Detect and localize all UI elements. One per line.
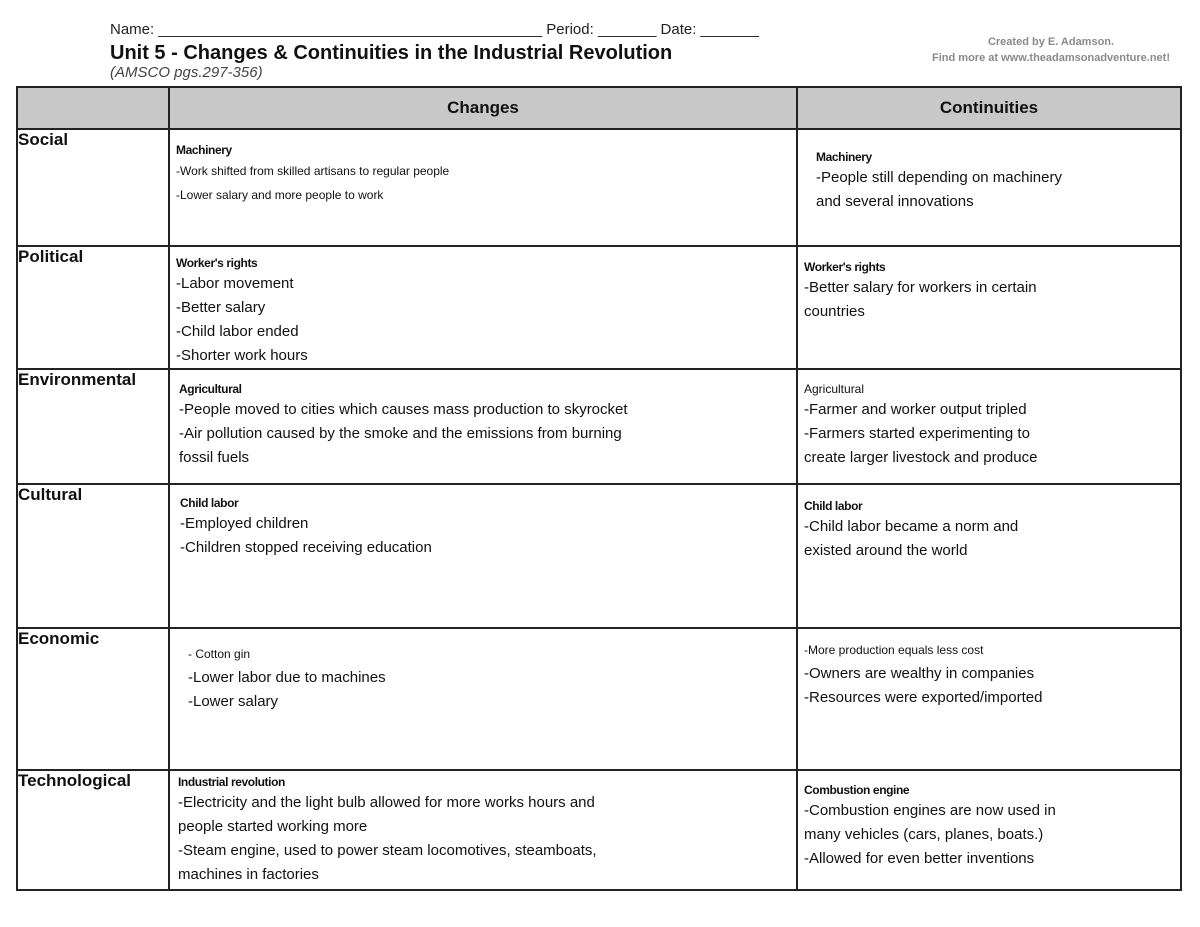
cell-heading: Child labor xyxy=(180,496,239,510)
cell-line: -More production equals less cost xyxy=(804,643,984,657)
changes-cell xyxy=(169,369,797,484)
cell-line: -Owners are wealthy in companies xyxy=(804,665,1035,682)
continuities-cell xyxy=(797,129,1181,246)
textbook-pages: (AMSCO pgs.297-356) xyxy=(110,64,263,81)
cell-heading: Agricultural xyxy=(804,382,865,396)
cell-line: -People still depending on machinery xyxy=(816,169,1062,186)
continuities-cell xyxy=(797,246,1181,369)
cell-heading: Machinery xyxy=(816,150,872,164)
cell-heading: Worker's rights xyxy=(804,260,886,274)
credit-website: Find more at www.theadamsonadventure.net! xyxy=(932,52,1170,64)
cell-heading: Machinery xyxy=(176,143,232,157)
category-label: Economic xyxy=(17,628,169,770)
creator-credit xyxy=(932,34,1170,66)
cell-line: -Children stopped receiving education xyxy=(180,539,432,556)
continuities-cell xyxy=(797,484,1181,628)
cell-line: - Cotton gin xyxy=(188,647,251,661)
cell-heading: Child labor xyxy=(804,499,863,513)
changes-continuities-table xyxy=(16,86,1182,891)
cell-line: -People moved to cities which causes mass production to skyrocket xyxy=(179,401,628,418)
continuities-cell xyxy=(797,628,1181,770)
cell-heading: Combustion engine xyxy=(804,783,910,797)
cell-line: -Resources were exported/imported xyxy=(804,689,1043,706)
cell-line: fossil fuels xyxy=(179,449,250,466)
table-row-political xyxy=(17,246,1181,369)
category-label: Social xyxy=(17,129,169,246)
changes-cell xyxy=(169,628,797,770)
cell-line: many vehicles (cars, planes, boats.) xyxy=(804,826,1044,843)
changes-cell xyxy=(169,129,797,246)
cell-line: -Combustion engines are now used in xyxy=(804,802,1056,819)
cell-line: countries xyxy=(804,303,865,320)
continuities-header: Continuities xyxy=(797,87,1181,129)
cell-line: -Farmer and worker output tripled xyxy=(804,401,1027,418)
table-row-economic xyxy=(17,628,1181,770)
cell-heading: Worker's rights xyxy=(176,256,258,270)
cell-heading: Industrial revolution xyxy=(178,775,285,789)
cell-line: -Lower salary xyxy=(188,693,279,710)
table-row-environmental xyxy=(17,369,1181,484)
cell-line: -Farmers started experimenting to xyxy=(804,425,1030,442)
category-label: Cultural xyxy=(17,484,169,628)
table-header-row xyxy=(17,87,1181,129)
cell-line: -Employed children xyxy=(180,515,309,532)
cell-line: -Shorter work hours xyxy=(176,347,308,364)
cell-line: -Steam engine, used to power steam locomotives, steamboats, xyxy=(178,842,597,859)
continuities-cell xyxy=(797,770,1181,890)
cell-line: -Better salary xyxy=(176,299,266,316)
credit-author: Created by E. Adamson. xyxy=(987,36,1115,48)
cell-line: -Labor movement xyxy=(176,275,294,292)
cell-line: -Air pollution caused by the smoke and the emissions from burning xyxy=(179,425,622,442)
cell-line: create larger livestock and produce xyxy=(804,449,1038,466)
table-row-cultural xyxy=(17,484,1181,628)
cell-line: -Lower salary and more people to work xyxy=(176,188,384,202)
cell-line: existed around the world xyxy=(804,542,968,559)
category-label: Environmental xyxy=(17,369,169,484)
cell-line: and several innovations xyxy=(816,193,974,210)
changes-cell xyxy=(169,484,797,628)
corner-header xyxy=(17,87,169,129)
table-row-social xyxy=(17,129,1181,246)
cell-line: -Electricity and the light bulb allowed for more works hours and xyxy=(178,794,595,811)
cell-line: -Allowed for even better inventions xyxy=(804,850,1035,867)
worksheet-header xyxy=(110,20,870,81)
continuities-cell xyxy=(797,369,1181,484)
cell-line: -Child labor became a norm and xyxy=(804,518,1019,535)
worksheet-title: Unit 5 - Changes & Continuities in the Industrial Revolution xyxy=(110,42,673,64)
changes-header: Changes xyxy=(169,87,797,129)
changes-cell xyxy=(169,770,797,890)
cell-line: -Lower labor due to machines xyxy=(188,669,386,686)
cell-line: -Child labor ended xyxy=(176,323,299,340)
cell-line: machines in factories xyxy=(178,866,319,883)
name-period-date-line: Name: ______________________________________________ Period: _______ Date: _______ xyxy=(110,21,759,38)
cell-heading: Agricultural xyxy=(179,382,242,396)
category-label: Technological xyxy=(17,770,169,890)
changes-cell xyxy=(169,246,797,369)
cell-line: -Better salary for workers in certain xyxy=(804,279,1037,296)
cell-line: people started working more xyxy=(178,818,368,835)
cell-line: -Work shifted from skilled artisans to regular people xyxy=(176,164,450,178)
category-label: Political xyxy=(17,246,169,369)
table-row-technological xyxy=(17,770,1181,890)
